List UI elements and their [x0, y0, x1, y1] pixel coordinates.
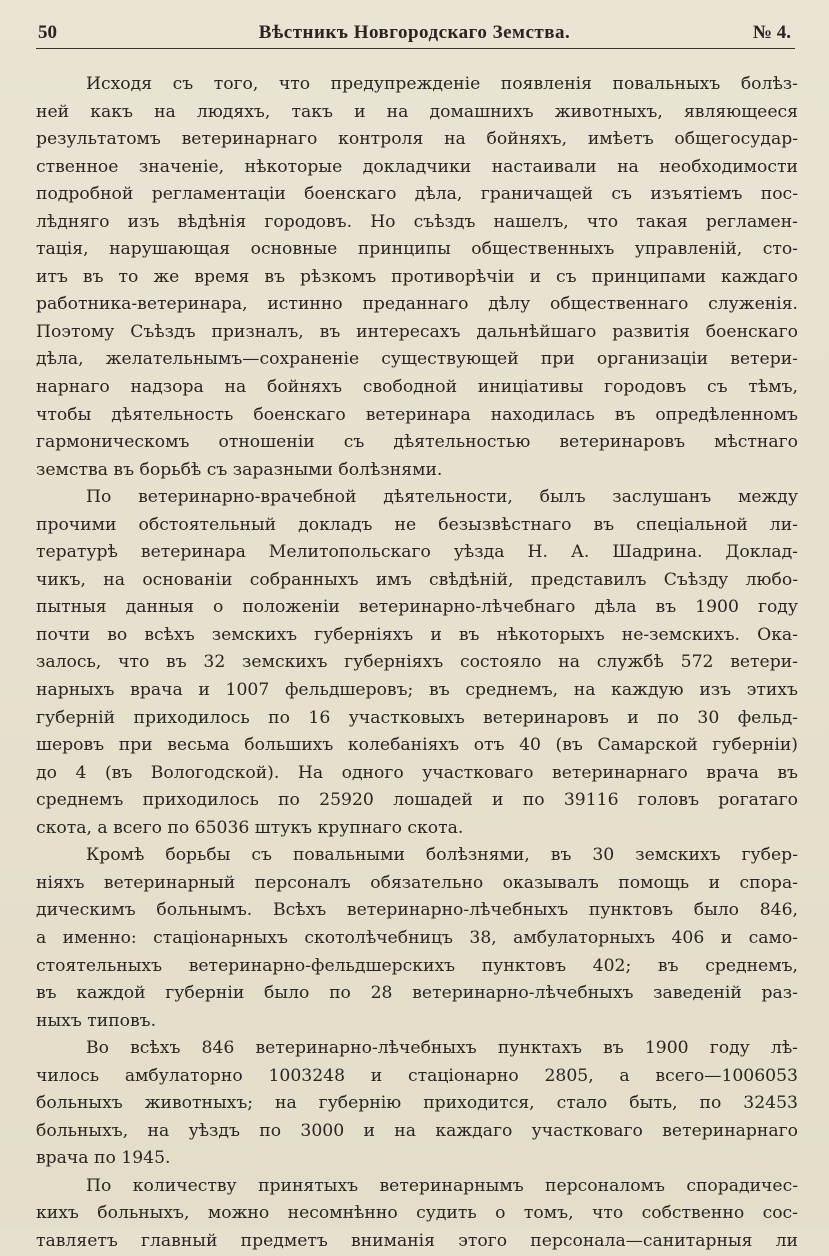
text-line: среднемъ приходилось по 25920 лошадей и по 39116 головъ рогатаго: [36, 790, 798, 811]
text-line: По ветеринарно-врачебной дѣятельности, былъ заслушанъ между: [86, 487, 798, 508]
text-line: тературѣ ветеринара Мелитопольскаго уѣзда Н. А. Шадрина. Доклад-: [36, 542, 798, 563]
text-line: чилось амбулаторно 1003248 и стаціонарно 2805, а всего—1006053: [36, 1065, 798, 1086]
text-line: врача по 1945.: [36, 1148, 171, 1169]
text-line: до 4 (въ Вологодской). На одного участковаго ветеринарнаго врача въ: [36, 762, 798, 783]
page-number: 50: [38, 22, 57, 43]
text-line: губерній приходилось по 16 участковыхъ ветеринаровъ и по 30 фельд-: [36, 707, 798, 728]
text-line: нарныхъ врача и 1007 фельдшеровъ; въ среднемъ, на каждую изъ этихъ: [36, 680, 798, 701]
text-line: скота, а всего по 65036 штукъ крупнаго скота.: [36, 817, 464, 838]
running-header: [38, 22, 791, 48]
text-line: въ каждой губерніи было по 28 ветеринарно-лѣчебныхъ заведеній раз-: [36, 983, 798, 1004]
text-line: прочими обстоятельный докладъ не безызвѣстнаго въ спеціальной ли-: [36, 514, 798, 535]
text-line: ней какъ на людяхъ, такъ и на домашнихъ животныхъ, являющееся: [36, 101, 798, 122]
text-line: Во всѣхъ 846 ветеринарно-лѣчебныхъ пунктахъ въ 1900 году лѣ-: [86, 1038, 798, 1059]
text-line: стоятельныхъ ветеринарно-фельдшерскихъ пунктовъ 402; въ среднемъ,: [36, 955, 798, 976]
text-line: Поэтому Съѣздъ призналъ, въ интересахъ дальнѣйшаго развитія боенскаго: [36, 321, 798, 342]
article-body: [36, 71, 798, 1256]
text-line: гармоническомъ отношеніи съ дѣятельностью ветеринаровъ мѣстнаго: [36, 432, 798, 453]
text-line: подробной регламентаціи боенскаго дѣла, граничащей съ изъятіемъ пос-: [36, 184, 798, 205]
text-line: ственное значеніе, нѣкоторые докладчики настаивали на необходимости: [36, 156, 798, 177]
journal-title: Вѣстникъ Новгородскаго Земства.: [258, 22, 571, 43]
text-line: ныхъ типовъ.: [36, 1010, 157, 1031]
text-line: работника-ветеринара, истинно преданнаго дѣлу общественнаго служенія.: [36, 294, 798, 315]
text-line: дическимъ больнымъ. Всѣхъ ветеринарно-лѣчебныхъ пунктовъ было 846,: [36, 900, 798, 921]
text-line: дѣла, желательнымъ—сохраненіе существующей при организаціи ветери-: [36, 349, 798, 370]
text-line: По количеству принятыхъ ветеринарнымъ персоналомъ спорадичес-: [86, 1175, 798, 1196]
text-line: залось, что въ 32 земскихъ губерніяхъ состояло на службѣ 572 ветери-: [36, 652, 798, 673]
text-line: ніяхъ ветеринарный персоналъ обязательно оказывалъ помощь и спора-: [36, 872, 798, 893]
text-line: шеровъ при весьма большихъ колебаніяхъ отъ 40 (въ Самарской губерніи): [36, 735, 798, 756]
text-line: чикъ, на основаніи собранныхъ имъ свѣдѣній, представилъ Съѣзду любо-: [36, 569, 798, 590]
text-line: пытныя данныя о положеніи ветеринарно-лѣчебнаго дѣла въ 1900 году: [36, 597, 798, 618]
text-line: почти во всѣхъ земскихъ губерніяхъ и въ нѣкоторыхъ не-земскихъ. Ока-: [36, 624, 798, 645]
text-line: чтобы дѣятельность боенскаго ветеринара находилась въ опредѣленномъ: [36, 404, 798, 425]
text-line: Исходя съ того, что предупрежденіе появленія повальныхъ болѣз-: [86, 74, 798, 94]
text-line: результатомъ ветеринарнаго контроля на бойняхъ, имѣетъ общегосудар-: [36, 129, 798, 150]
text-line: Кромѣ борьбы съ повальными болѣзнями, въ 30 земскихъ губер-: [86, 845, 798, 866]
text-line: кихъ больныхъ, можно несомнѣнно судить о томъ, что собственно сос-: [36, 1203, 798, 1224]
text-line: итъ въ то же время въ рѣзкомъ противорѣчіи и съ принципами каждаго: [36, 266, 798, 287]
text-line: лѣдняго изъ вѣдѣнія городовъ. Но съѣздъ нашелъ, что такая регламен-: [36, 211, 798, 232]
header-rule: [36, 48, 795, 49]
text-line: тавляетъ главный предметъ вниманія этого персонала—санитарныя ли: [36, 1230, 798, 1251]
text-line: тація, нарушающая основные принципы общественныхъ управленій, сто-: [36, 239, 798, 260]
text-line: земства въ борьбѣ съ заразными болѣзнями.: [36, 459, 443, 480]
text-line: больныхъ животныхъ; на губернію приходится, стало быть, по 32453: [36, 1093, 798, 1114]
text-line: больныхъ, на уѣздъ по 3000 и на каждаго участковаго ветеринарнаго: [36, 1120, 798, 1141]
text-line: нарнаго надзора на бойняхъ свободной иниціативы городовъ съ тѣмъ,: [36, 377, 798, 398]
text-line: а именно: стаціонарныхъ скотолѣчебницъ 38, амбулаторныхъ 406 и само-: [36, 927, 798, 948]
issue-number: № 4.: [752, 22, 791, 43]
